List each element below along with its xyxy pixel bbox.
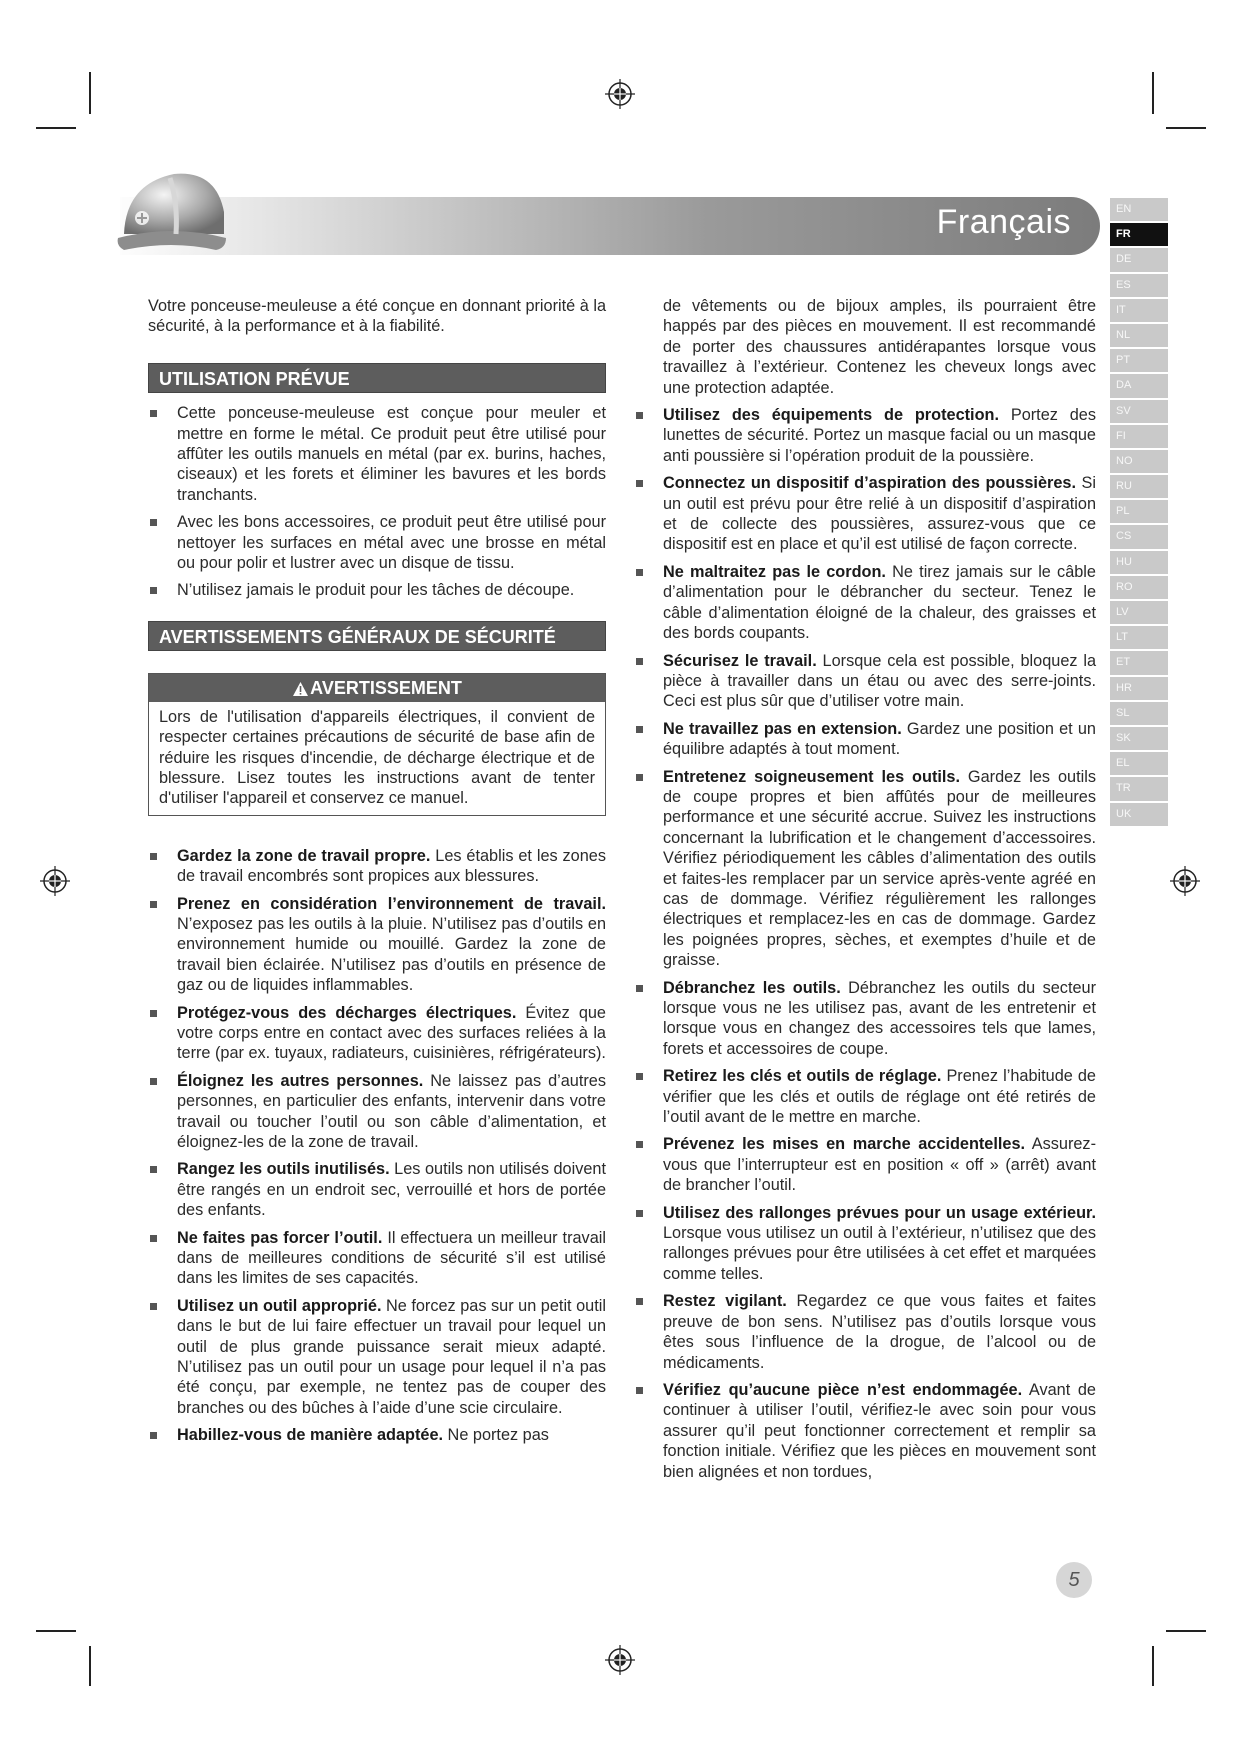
safety-rule-title: Vérifiez qu’aucune pièce n’est endommagée. [663, 1380, 1023, 1399]
language-tab-pt: PT [1110, 349, 1168, 372]
safety-rule-text: Lorsque cela est possible, bloquez la pièce à travailler dans un étau ou avec des serre-joints. Ceci est plus sûr que d’utiliser votre main. [663, 651, 1096, 711]
language-tab-nl: NL [1110, 324, 1168, 347]
intro-paragraph: Votre ponceuse-meuleuse a été conçue en donnant priorité à la sécurité, à la performance et à la fiabilité. [148, 297, 606, 336]
safety-rule-item [148, 1228, 606, 1289]
safety-rule-text: Assurez-vous que l’interrupteur est en position « off » (arrêt) avant de brancher l’outil. [663, 1135, 1096, 1195]
safety-rule-title: Utilisez des rallonges prévues pour un usage extérieur. [663, 1203, 1096, 1222]
language-tab-en: EN [1110, 198, 1168, 221]
safety-rule-item [634, 1380, 1096, 1482]
left-column [148, 296, 606, 1453]
registration-mark-icon [605, 79, 635, 109]
language-tab-es: ES [1110, 274, 1168, 297]
safety-rule-item [148, 894, 606, 996]
language-tab-fi: FI [1110, 425, 1168, 448]
safety-rule-text: Débranchez les outils du secteur lorsque vous ne les utilisez pas, avant de les entretenir et lorsque vous en changez des accessoires tels que lames, forets et accessoires de coupe. [663, 978, 1096, 1058]
safety-rule-title: Connectez un dispositif d’aspiration des poussières. [663, 474, 1076, 493]
language-tab-uk: UK [1110, 803, 1168, 826]
safety-rule-text: Prenez l’habitude de vérifier que les clés et outils de réglage ont été retirés de l’outil avant de le mettre en marche. [663, 1067, 1096, 1127]
safety-rule-text: Ne laissez pas d’autres personnes, en particulier des enfants, intervenir dans votre travail ou toucher l’outil ou son câble d’alimentation, et éloignez-les de la zone de travail. [177, 1071, 606, 1151]
registration-mark-icon [605, 1645, 635, 1675]
safety-rule-item [148, 1296, 606, 1418]
language-tab-fr: FR [1110, 223, 1168, 246]
language-tab-ro: RO [1110, 576, 1168, 599]
safety-rule-title: Rangez les outils inutilisés. [177, 1160, 390, 1179]
language-tab-sl: SL [1110, 702, 1168, 725]
safety-rule-title: Entretenez soigneusement les outils. [663, 767, 960, 786]
safety-rule-item [148, 1003, 606, 1064]
safety-rules-list-right-items [634, 405, 1096, 1482]
warning-header [149, 674, 605, 701]
safety-rule-item [634, 719, 1096, 760]
crop-mark [36, 1630, 76, 1632]
safety-rule-title: Ne travaillez pas en extension. [663, 719, 902, 738]
language-tab-hu: HU [1110, 551, 1168, 574]
language-tab-el: EL [1110, 752, 1168, 775]
safety-rules-list-left [148, 846, 606, 1446]
safety-rule-title: Éloignez les autres personnes. [177, 1071, 424, 1090]
crop-mark [89, 1646, 91, 1686]
safety-rule-item [148, 1071, 606, 1153]
safety-rule-item [634, 405, 1096, 466]
safety-rules-list-right [634, 296, 1096, 398]
page-language-title: Français [936, 203, 1071, 241]
language-tab-ru: RU [1110, 475, 1168, 498]
section-heading-intended-use: UTILISATION PRÉVUE [148, 363, 606, 393]
safety-rule-item [148, 1425, 606, 1445]
crop-mark [1166, 1630, 1206, 1632]
safety-rule-text: Les outils non utilisés doivent être rangés en un endroit sec, verrouillé et hors de portée des enfants. [177, 1160, 606, 1220]
safety-rule-text: Portez des lunettes de sécurité. Portez un masque facial ou un masque anti poussière si l’opération produit de la poussière. [663, 406, 1096, 465]
language-tab-sv: SV [1110, 400, 1168, 423]
safety-rule-title: Utilisez un outil approprié. [177, 1296, 382, 1315]
crop-mark [1152, 1646, 1154, 1686]
safety-rule-title: Protégez-vous des décharges électriques. [177, 1003, 517, 1022]
warning-text: Lors de l'utilisation d'appareils électriques, il convient de respecter certaines précautions de sécurité de base afin de réduire les risques d'incendie, de décharge électrique et de blessure. Lisez toutes les instructions avant de tenter d'utiliser l'appareil et conservez ce manuel. [159, 707, 595, 808]
safety-rule-text: Regardez ce que vous faites et faites preuve de bon sens. N’utilisez pas d’outils lorsque vous êtes sous l’influence de la drogue, de l’alcool ou de médicaments. [663, 1292, 1096, 1372]
right-column [634, 296, 1096, 1489]
safety-rule-title: Prévenez les mises en marche accidentelles. [663, 1135, 1026, 1154]
language-tab-tr: TR [1110, 777, 1168, 800]
safety-rule-title: Ne faites pas forcer l’outil. [177, 1228, 383, 1247]
safety-rule-title: Utilisez des équipements de protection. [663, 406, 999, 425]
safety-rule-text: Les établis et les zones de travail encombrés sont propices aux blessures. [177, 846, 606, 886]
section-heading-safety-warnings: AVERTISSEMENTS GÉNÉRAUX DE SÉCURITÉ [148, 621, 606, 651]
safety-rule-title: Habillez-vous de manière adaptée. [177, 1426, 444, 1445]
safety-rule-item [634, 1066, 1096, 1127]
safety-rule-item [634, 978, 1096, 1060]
language-tab-cs: CS [1110, 525, 1168, 548]
safety-rule-item [634, 1203, 1096, 1285]
list-item: Avec les bons accessoires, ce produit peut être utilisé pour nettoyer les surfaces en métal avec une brosse en métal ou pour polir et lustrer avec un disque de tissu. [148, 512, 606, 573]
safety-rule-text: Lorsque vous utilisez un outil à l’extérieur, n’utilisez que des rallonges prévues pour être utilisées à cet effet et marquées comme telles. [663, 1224, 1096, 1283]
safety-rule-title: Gardez la zone de travail propre. [177, 846, 431, 865]
intended-use-list [148, 403, 606, 601]
warning-box [148, 673, 606, 815]
safety-rule-title: Débranchez les outils. [663, 978, 841, 997]
list-item: N’utilisez jamais le produit pour les tâches de découpe. [148, 580, 606, 600]
crop-mark [89, 72, 91, 114]
warning-title: AVERTISSEMENT [310, 678, 462, 699]
safety-rule-title: Prenez en considération l’environnement de travail. [177, 894, 606, 913]
list-item-continuation: de vêtements ou de bijoux amples, ils pourraient être happés par des pièces en mouvement. Il est recommandé de porter des chaussures antidérapantes lorsque vous travaillez à l’extérieur. Contenez les cheveux longs avec une protection adaptée. [663, 297, 1096, 397]
language-tab-et: ET [1110, 651, 1168, 674]
hard-hat-icon [116, 164, 228, 256]
safety-rule-item [634, 562, 1096, 644]
safety-rule-text: Ne portez pas [443, 1426, 549, 1445]
registration-mark-icon [1170, 866, 1200, 896]
safety-rule-text: Évitez que votre corps entre en contact avec des surfaces reliées à la terre (par ex. tuyaux, radiateurs, cuisinières, réfrigérateurs). [177, 1003, 606, 1063]
safety-rule-item [148, 1159, 606, 1220]
language-tab-de: DE [1110, 248, 1168, 271]
safety-rule-item [634, 1134, 1096, 1195]
safety-rule-text: Ne tirez jamais sur le câble d’alimentation pour le débrancher du secteur. Tenez le câble d’alimentation éloigné de la chaleur, des graisses et des bords coupants. [663, 562, 1096, 643]
safety-rule-text: Gardez les outils de coupe propres et bien affûtés pour de meilleures performance et une sécurité accrue. Suivez les instructions concernant la lubrification et le changement d’accessoires. Vérifiez périodiquement les câbles d’alimentation des outils et faites-les remplacer par un service après-vente agréé en cas de dommage. Vérifiez régulièrement les rallonges électriques et remplacez-les en cas de dommage. Gardez les poignées propres, sèches, et exemptes d’huile et de graisse. [663, 767, 1096, 970]
safety-rule-text: Il effectuera un meilleur travail dans de meilleures conditions de sécurité s’il est utilisé dans les limites de ses capacités. [177, 1228, 606, 1288]
language-tab-da: DA [1110, 374, 1168, 397]
language-tab-list [1110, 198, 1168, 828]
safety-rule-text: Avant de continuer à utiliser l’outil, vérifiez-le avec soin pour vous assurer qu’il peut fonctionner correctement et remplir sa fonction initiale. Vérifiez que les pièces en mouvement sont bien alignées et non tordues, [663, 1380, 1096, 1481]
language-tab-it: IT [1110, 299, 1168, 322]
language-tab-lt: LT [1110, 626, 1168, 649]
safety-rule-text: Si un outil est prévu pour être relié à un dispositif d’aspiration et de collecte des poussières, assurez-vous que ce dispositif est en place et qu’il est utilisé de façon correcte. [663, 474, 1096, 554]
safety-rule-text: Ne forcez pas sur un petit outil dans le but de lui faire effectuer un travail pour lequel un outil de plus grande puissance serait mieux adapté. N’utilisez pas un outil pour un usage pour lequel il n’a pas été conçu, par exemple, ne tentez pas de couper des branches ou des bûches à l’aide d’une scie circulaire. [177, 1296, 606, 1417]
list-item: Cette ponceuse-meuleuse est conçue pour meuler et mettre en forme le métal. Ce produit peut être utilisé pour affûter les outils manuels en métal (par ex. burins, haches, ciseaux) et les forets et éliminer les bavures et les bords tranchants. [148, 403, 606, 505]
safety-rule-title: Sécurisez le travail. [663, 651, 817, 670]
safety-rule-item [634, 473, 1096, 555]
safety-rule-item [634, 651, 1096, 712]
crop-mark [1152, 72, 1154, 114]
language-tab-sk: SK [1110, 727, 1168, 750]
language-tab-no: NO [1110, 450, 1168, 473]
crop-mark [36, 127, 76, 129]
warning-triangle-icon [292, 681, 309, 697]
page-number: 5 [1056, 1562, 1092, 1598]
safety-rule-text: Gardez une position et un équilibre adaptés à tout moment. [663, 719, 1096, 759]
safety-rule-title: Restez vigilant. [663, 1292, 787, 1311]
safety-rule-title: Retirez les clés et outils de réglage. [663, 1067, 942, 1086]
safety-rule-text: N’exposez pas les outils à la pluie. N’utilisez pas d’outils en environnement humide ou mouillé. Gardez la zone de travail bien éclairée. N’utilisez pas d’outils en présence de gaz ou de liquides inflammables. [177, 914, 606, 995]
language-tab-hr: HR [1110, 677, 1168, 700]
safety-rule-item [148, 846, 606, 887]
crop-mark [1166, 127, 1206, 129]
registration-mark-icon [40, 866, 70, 896]
safety-rule-item [634, 767, 1096, 971]
safety-rule-item [634, 1291, 1096, 1373]
language-tab-pl: PL [1110, 500, 1168, 523]
language-tab-lv: LV [1110, 601, 1168, 624]
safety-rule-title: Ne maltraitez pas le cordon. [663, 562, 886, 581]
